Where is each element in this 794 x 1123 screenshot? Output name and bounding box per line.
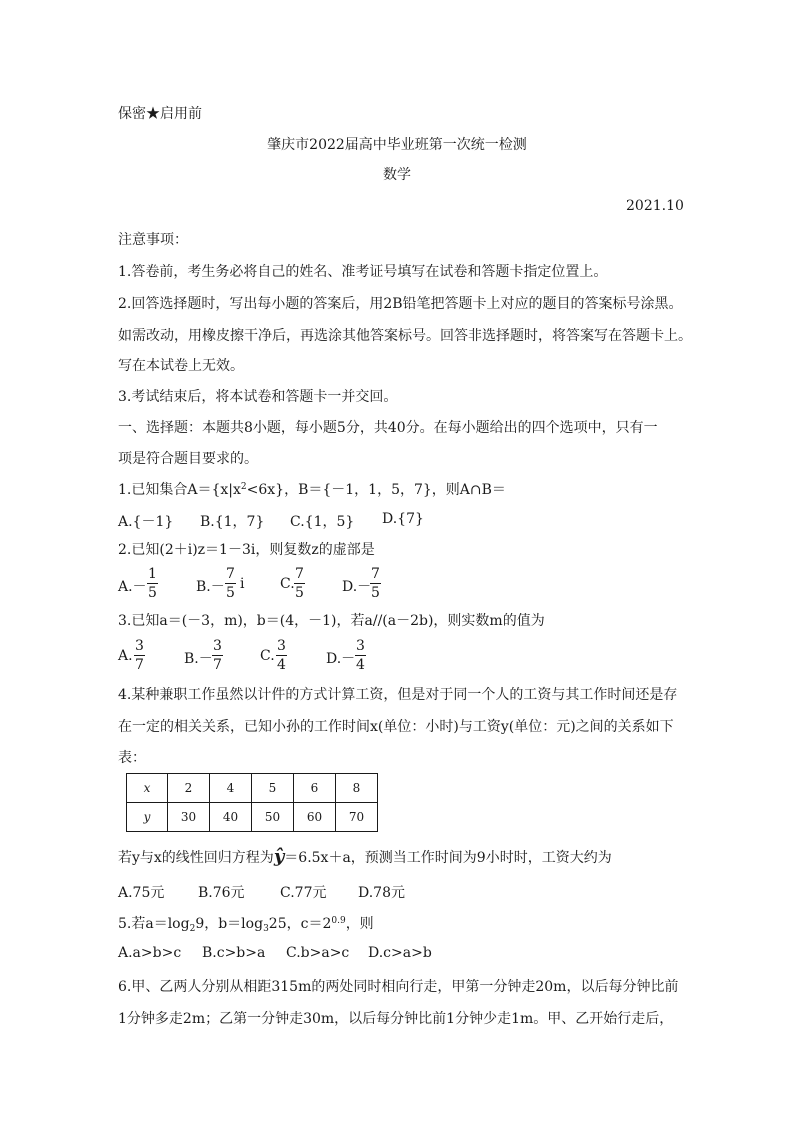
q5-stem-part-1: 5.若a＝log	[118, 916, 190, 932]
question-6-line-2: 1分钟多走2m；乙第一分钟走30m，以后每分钟比前1分钟少走1m。甲、乙开始行走后，	[118, 1011, 674, 1027]
notice-item-2-line-2: 如需改动，用橡皮擦干净后，再选涂其他答案标号。回答非选择题时，将答案写在答题卡上。	[118, 328, 692, 344]
question-2-option-d-fraction	[370, 566, 381, 601]
notice-item-1: 1.答卷前，考生务必将自己的姓名、准考证号填写在试卷和答题卡指定位置上。	[118, 264, 608, 280]
question-1-option-d: D.{7}	[382, 511, 424, 527]
subject-title: 数学	[383, 167, 411, 183]
question-2-option-c-label: C.	[280, 576, 295, 592]
fraction-denominator: 5	[295, 585, 304, 601]
fraction-numerator: 7	[295, 566, 304, 582]
table-cell: 30	[168, 803, 210, 832]
q5-log-base-a: 2	[189, 924, 196, 934]
q5-exponent-c: 0.9	[331, 916, 346, 926]
question-3-option-c-label: C.	[260, 648, 275, 664]
question-3-stem: 3.已知a＝(－3，m)，b＝(4，－1)，若a//(a－2b)，则实数m的值为	[118, 613, 545, 629]
question-2-option-a-label: A.－	[118, 579, 147, 595]
table-header-x: x	[127, 774, 168, 803]
y-hat-symbol: ŷ	[273, 846, 285, 867]
exam-date: 2021.10	[626, 198, 684, 214]
question-1-stem-part-a: 1.已知集合A＝{x|x	[118, 482, 241, 498]
question-1-exponent: 2	[240, 482, 247, 492]
question-1-stem-part-b: <6x}，B＝{－1，1，5，7}，则A∩B＝	[246, 482, 506, 498]
section-1-line-1: 一、选择题：本题共8小题，每小题5分，共40分。在每小题给出的四个选项中，只有一	[118, 420, 658, 436]
section-1-line-2: 项是符合题目要求的。	[118, 451, 258, 467]
question-4-regression	[118, 847, 612, 868]
fraction-denominator: 7	[213, 657, 222, 673]
question-2-option-b-fraction	[225, 566, 236, 601]
question-5-option-c: C.b>a>c	[286, 945, 350, 961]
table-cell: 40	[210, 803, 252, 832]
question-1-option-a: A.{－1}	[118, 514, 174, 530]
question-2-option-c-fraction	[294, 566, 305, 601]
fraction-numerator: 7	[371, 566, 380, 582]
question-2-option-b-label: B.－	[196, 579, 225, 595]
question-3-option-b-label: B.－	[184, 651, 213, 667]
question-1-stem	[118, 480, 506, 500]
question-3-option-d-label: D.－	[326, 651, 356, 667]
question-5-stem	[118, 914, 374, 934]
question-5-option-b: B.c>b>a	[202, 945, 266, 961]
question-4-option-b: B.76元	[198, 885, 245, 901]
notice-item-3: 3.考试结束后，将本试卷和答题卡一并交回。	[118, 389, 398, 405]
fraction-denominator: 4	[277, 657, 286, 673]
fraction-denominator: 5	[371, 585, 380, 601]
notice-item-2-line-1: 2.回答选择题时，写出每小题的答案后，用2B铅笔把答题卡上对应的题目的答案标号涂黑。	[118, 296, 683, 312]
question-5-option-a: A.a>b>c	[118, 945, 182, 961]
question-1-option-b: B.{1，7}	[200, 514, 265, 530]
q5-stem-part-3: 25，c＝2	[268, 916, 332, 932]
question-4-option-d: D.78元	[358, 885, 405, 901]
table-cell: 5	[252, 774, 294, 803]
fraction-numerator: 3	[356, 638, 365, 654]
table-cell: 50	[252, 803, 294, 832]
question-4-line-3: 表：	[118, 750, 146, 766]
q5-stem-part-2: 9，b＝log	[195, 916, 264, 932]
fraction-numerator: 3	[213, 638, 222, 654]
table-cell: 6	[294, 774, 336, 803]
table-cell: 4	[210, 774, 252, 803]
question-4-option-c: C.77元	[280, 885, 327, 901]
fraction-numerator: 7	[226, 566, 235, 582]
question-3-option-a-fraction	[134, 638, 145, 673]
notice-item-2-line-3: 写在本试卷上无效。	[118, 358, 244, 374]
question-2-option-b-suffix: i	[240, 576, 245, 592]
exam-title: 肇庆市2022届高中毕业班第一次统一检测	[267, 137, 527, 153]
fraction-denominator: 4	[356, 657, 365, 673]
fraction-numerator: 3	[277, 638, 286, 654]
question-6-line-1: 6.甲、乙两人分别从相距315m的两处同时相向行走，甲第一分钟走20m，以后每分钟比前	[118, 979, 679, 995]
question-3-option-a-label: A.	[118, 648, 133, 664]
question-3-option-c-fraction	[276, 638, 287, 673]
table-row-y	[127, 803, 378, 832]
q5-stem-part-4: ，则	[345, 916, 374, 932]
q5-log-base-b: 3	[263, 924, 269, 934]
question-5-option-d: D.c>a>b	[368, 945, 432, 961]
fraction-numerator: 3	[135, 638, 144, 654]
fraction-denominator: 5	[226, 585, 235, 601]
question-2-option-d-label: D.－	[342, 579, 372, 595]
work-wage-table	[126, 773, 378, 832]
question-2-stem: 2.已知(2＋i)z＝1－3i，则复数z的虚部是	[118, 542, 375, 558]
table-row-x	[127, 774, 378, 803]
fraction-denominator: 5	[148, 585, 157, 601]
confidential-label: 保密★启用前	[118, 106, 202, 122]
table-header-y: y	[127, 803, 168, 832]
regression-text-a: 若y与x的线性回归方程为	[118, 850, 274, 866]
question-1-option-c: C.{1，5}	[290, 514, 355, 530]
table-cell: 70	[336, 803, 378, 832]
fraction-denominator: 7	[135, 657, 144, 673]
question-2-option-a-fraction	[147, 566, 158, 601]
regression-text-b: ＝6.5x＋a，预测当工作时间为9小时时，工资大约为	[284, 850, 612, 866]
question-4-line-2: 在一定的相关关系，已知小孙的工作时间x(单位：小时)与工资y(单位：元)之间的关系如下	[118, 719, 674, 735]
question-4-line-1: 4.某种兼职工作虽然以计件的方式计算工资，但是对于同一个人的工资与其工作时间还是存	[118, 687, 678, 703]
question-3-option-d-fraction	[355, 638, 366, 673]
fraction-numerator: 1	[148, 566, 157, 582]
question-4-option-a: A.75元	[118, 885, 165, 901]
notice-heading: 注意事项：	[118, 232, 188, 248]
table-cell: 8	[336, 774, 378, 803]
question-3-option-b-fraction	[212, 638, 223, 673]
table-cell: 2	[168, 774, 210, 803]
table-cell: 60	[294, 803, 336, 832]
